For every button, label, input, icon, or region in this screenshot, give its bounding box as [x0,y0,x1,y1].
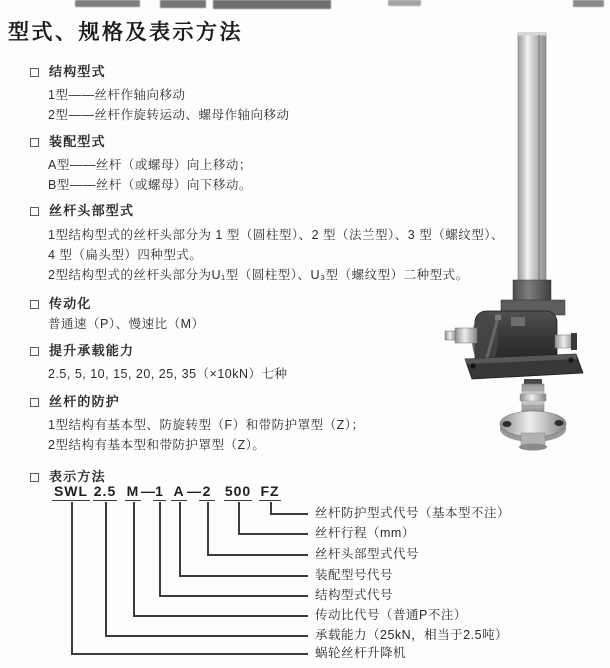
connector-line [159,595,308,597]
connector-line [207,502,209,555]
section-line: 2型结构有基本型和带防护罩型（Z）。 [48,438,266,452]
code-label: 承载能力（25kN，相当于2.5吨） [315,628,509,642]
model-code-segment: M [126,483,140,499]
code-label: 结构型式代号 [315,588,394,602]
square-bullet-icon [30,398,39,407]
connector-line [133,502,135,616]
square-bullet-icon [30,347,39,356]
code-label: 丝杆防护型式代号（基本型不注） [315,506,511,520]
model-code-segment: FZ [260,483,280,499]
worm-gear-screw-jack-photo [425,28,610,463]
section-heading: 丝杆的防护 [49,394,121,409]
model-code-dash: — [187,483,202,499]
model-code-segment: 500 [224,483,252,499]
model-code-dash: — [141,483,156,499]
connector-line [238,533,308,535]
section-line: 4 型（扁头型）四种型式。 [48,248,203,262]
section-line: 1型结构有基本型、防旋转型（F）和带防护罩型（Z）； [48,418,365,432]
connector-line [270,513,308,515]
section-line: 普通速（P）、慢速比（M） [48,317,205,331]
connector-line [179,575,308,577]
section-heading: 结构型式 [49,64,106,79]
model-code-segment: 2 [199,484,215,501]
connector-line [133,615,308,617]
square-bullet-icon [30,138,39,147]
code-label: 丝杆行程（mm） [315,526,415,540]
section-line: 1型——丝杆作轴向移动 [48,88,186,102]
connector-line [238,502,240,534]
connector-line [71,502,73,654]
section-line: A型——丝杆（或螺母）向上移动； [48,158,252,172]
connector-line [71,653,308,655]
code-label: 装配型号代号 [315,568,394,582]
section-line: B型——丝杆（或螺母）向下移动。 [48,178,252,192]
section-line: 2.5, 5, 10, 15, 20, 25, 35（×10kN）七种 [48,367,288,381]
code-label: 丝杆头部型式代号 [315,547,420,561]
section-heading: 表示方法 [49,469,106,484]
cropped-content-artifact [573,0,604,7]
section-line: 1型结构型式的丝杆头部分为 1 型（圆柱型）、2 型（法兰型）、3 型（螺纹型）、 [48,228,504,242]
section-heading: 丝杆头部型式 [49,203,135,218]
connector-line [179,502,181,576]
model-code-segment: A [171,484,187,501]
code-label: 传动比代号（普通P不注） [315,608,467,622]
section-line: 2型结构型式的丝杆头部分为U₁型（圆柱型）、U₃型（螺纹型）二种型式。 [48,268,469,282]
connector-line [207,554,308,556]
model-code-segment: 1 [153,484,166,501]
model-code-diagram [0,480,610,668]
page-title: 型式、规格及表示方法 [8,21,243,44]
square-bullet-icon [30,68,39,77]
model-code-segment: 2.5 [93,483,117,499]
connector-line [105,635,308,637]
section-heading: 装配型式 [49,134,106,149]
code-label: 蜗轮丝杆升降机 [315,646,407,660]
connector-line [105,502,107,636]
square-bullet-icon [30,207,39,216]
screw-jack-illustration [425,28,610,463]
section-heading: 提升承载能力 [49,343,135,358]
connector-line [159,502,161,596]
square-bullet-icon [30,300,39,309]
section-line: 2型——丝杆作旋转运动、螺母作轴向移动 [48,108,290,122]
section-heading: 传动化 [49,296,92,311]
model-code-segment: SWL [53,483,89,499]
